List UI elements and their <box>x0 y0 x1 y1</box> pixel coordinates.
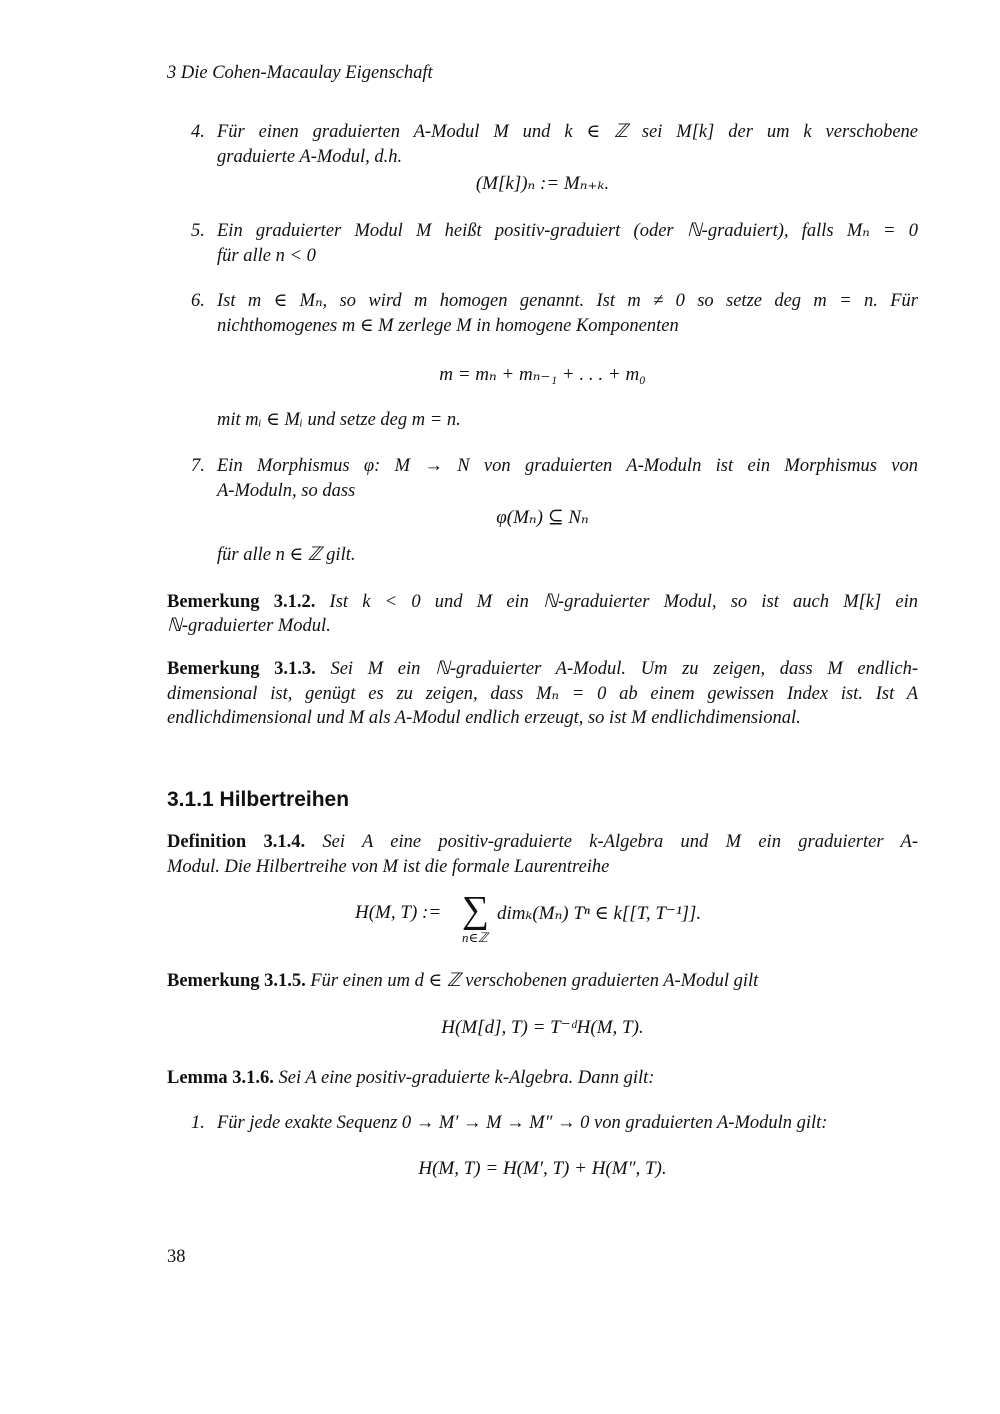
item-text: Ist m ∈ Mₙ, so wird m homogen genannt. Ist m ≠ 0 so setze deg m = n. Für <box>217 291 918 311</box>
equation: (M[k])ₙ := Mₙ₊ₖ. <box>475 173 610 194</box>
item-text: graduierte A-Modul, d.h. <box>217 147 403 167</box>
lemma-label: Lemma 3.1.6. <box>167 1068 274 1088</box>
equation-lhs: H(M, T) := <box>355 902 442 923</box>
item-number: 4. <box>191 122 205 142</box>
sum-index: n∈ℤ <box>462 930 488 945</box>
remark-3-1-5 <box>167 969 918 993</box>
remark-label: Bemerkung 3.1.5. <box>167 971 306 991</box>
lemma-3-1-6 <box>167 1066 918 1090</box>
definition-text: Sei A eine positiv-graduierte k-Algebra und M ein graduierter A- <box>322 832 918 852</box>
item-text: nichthomogenes m ∈ M zerlege M in homogene Komponenten <box>217 316 679 336</box>
hilbert-series-equation <box>355 889 755 956</box>
definition-3-1-4 <box>167 830 918 854</box>
page-number: 38 <box>167 1247 186 1267</box>
remark-text-cont: dimensional ist, genügt es zu zeigen, dass Mₙ = 0 ab einem gewissen Index ist. Ist A <box>167 684 918 704</box>
section-heading: 3.1.1 Hilbertreihen <box>167 788 350 811</box>
remark-text: Ist k < 0 und M ein ℕ-graduierter Modul, so ist auch M[k] ein <box>329 592 919 612</box>
item-number: 5. <box>191 221 205 241</box>
item-text: Für einen graduierten A-Modul M und k ∈ ℤ sei M[k] der um k verschobene <box>217 122 918 142</box>
item-number: 1. <box>191 1113 205 1133</box>
equation: H(M[d], T) = T⁻ᵈH(M, T). <box>441 1017 644 1038</box>
item-text: A-Moduln, so dass <box>217 481 356 501</box>
remark-text-cont: ℕ-graduierter Modul. <box>167 616 331 636</box>
remark-text-cont: endlichdimensional und M als A-Modul endlich erzeugt, so ist M endlichdimensional. <box>167 708 801 728</box>
lemma-text: Sei A eine positiv-graduierte k-Algebra. Dann gilt: <box>278 1068 655 1088</box>
remark-text: Sei M ein ℕ-graduierter A-Modul. Um zu zeigen, dass M endlich- <box>330 659 919 679</box>
running-head: 3 Die Cohen-Macaulay Eigenschaft <box>167 63 433 83</box>
definition-text-cont: Modul. Die Hilbertreihe von M ist die formale Laurentreihe <box>167 857 610 877</box>
remark-text: Für einen um d ∈ ℤ verschobenen graduierten A-Modul gilt <box>310 971 759 991</box>
item-text: Ein graduierter Modul M heißt positiv-graduiert (oder ℕ-graduiert), falls Mₙ = 0 <box>217 221 918 241</box>
equation: m = mₙ + mₙ₋₁ + . . . + m₀ <box>439 364 646 385</box>
item-number: 7. <box>191 456 205 476</box>
remark-3-1-2 <box>167 590 918 614</box>
remark-label: Bemerkung 3.1.2. <box>167 592 316 612</box>
equation-rhs: dimₖ(Mₙ) Tⁿ ∈ k[[T, T⁻¹]]. <box>497 903 702 924</box>
item-text: Ein Morphismus φ: M → N von graduierten A-Moduln ist ein Morphismus von <box>217 456 918 476</box>
remark-3-1-3 <box>167 657 918 681</box>
equation: φ(Mₙ) ⊆ Nₙ <box>496 507 589 528</box>
item-number: 6. <box>191 291 205 311</box>
item-text: mit mᵢ ∈ Mᵢ und setze deg m = n. <box>217 410 461 430</box>
item-text: für alle n ∈ ℤ gilt. <box>217 545 356 565</box>
item-text: Für jede exakte Sequenz 0 → M′ → M → M″ → 0 von graduierten A-Moduln gilt: <box>217 1113 828 1133</box>
equation: H(M, T) = H(M′, T) + H(M″, T). <box>418 1158 667 1179</box>
definition-label: Definition 3.1.4. <box>167 832 306 852</box>
remark-label: Bemerkung 3.1.3. <box>167 659 316 679</box>
sum-symbol: ∑ <box>462 889 490 931</box>
item-text: für alle n < 0 <box>217 246 316 266</box>
